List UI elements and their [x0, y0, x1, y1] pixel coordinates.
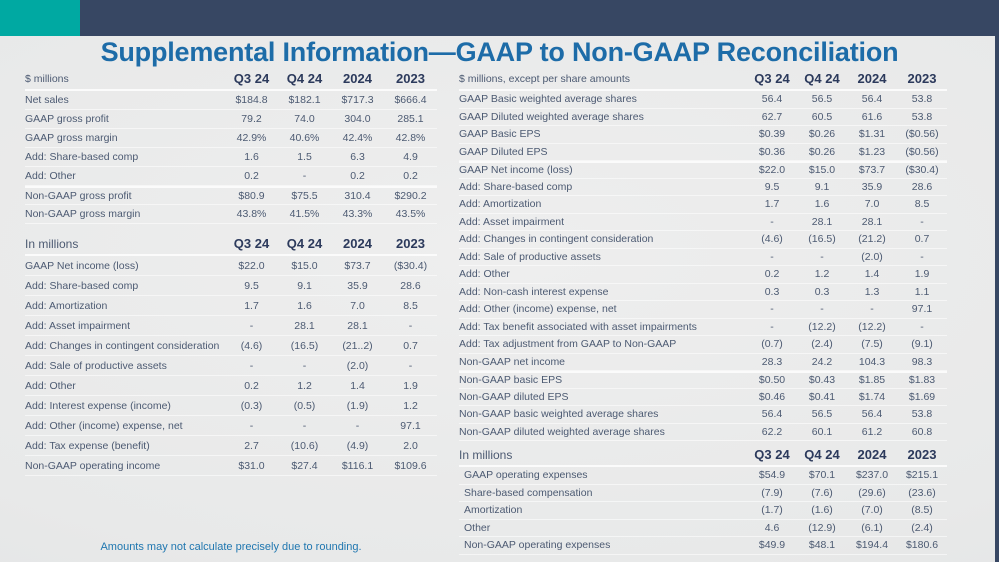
row-value: 61.6: [861, 110, 883, 123]
row-value: -: [249, 359, 254, 372]
row-value: 60.1: [811, 425, 833, 438]
row-value: (0.7): [761, 338, 783, 351]
gross-profit-table: [25, 68, 437, 224]
table-body: [459, 467, 947, 555]
row-value: ($30.4): [393, 259, 428, 272]
unit-label: $ millions: [25, 72, 69, 85]
table-row: [459, 502, 947, 520]
row-value: 97.1: [400, 419, 421, 432]
row-value: 60.8: [911, 425, 933, 438]
column-header: 2024: [343, 71, 372, 86]
row-value: (12.9): [808, 521, 836, 534]
table-row: [25, 436, 437, 456]
row-value: $73.7: [344, 259, 371, 272]
row-value: -: [302, 359, 307, 372]
row-value: -: [302, 419, 307, 432]
row-value: ($0.56): [905, 128, 939, 141]
column-header: Q3 24: [754, 71, 790, 86]
row-value: $1.85: [858, 374, 886, 387]
row-value: 1.5: [297, 151, 312, 163]
column-header: Q3 24: [233, 236, 270, 251]
table-row: [25, 256, 437, 276]
row-value: (0.5): [293, 399, 316, 412]
row-label: Add: Sale of productive assets: [459, 250, 601, 263]
row-value: $290.2: [394, 190, 427, 202]
row-value: 35.9: [861, 180, 883, 193]
row-value: -: [408, 319, 413, 332]
row-value: -: [770, 215, 774, 228]
table-row: [25, 205, 437, 224]
row-value: (2.4): [911, 521, 933, 534]
row-value: (0.3): [240, 399, 263, 412]
row-value: (7.6): [811, 486, 833, 499]
row-value: -: [920, 215, 924, 228]
row-value: (4.6): [761, 233, 783, 246]
row-value: -: [820, 250, 824, 263]
row-value: $1.83: [908, 374, 936, 387]
row-value: 28.1: [347, 319, 368, 332]
row-label: GAAP Net income (loss): [25, 259, 139, 272]
row-value: (7.0): [861, 504, 883, 517]
row-value: (21..2): [342, 339, 373, 352]
row-value: $73.7: [858, 164, 886, 177]
row-value: 9.1: [814, 180, 830, 193]
row-value: (9.1): [911, 338, 933, 351]
row-value: -: [820, 303, 824, 316]
row-label: Other: [464, 521, 491, 534]
row-value: $48.1: [808, 539, 836, 552]
row-value: 74.0: [294, 113, 315, 125]
row-label: Add: Share-based comp: [459, 180, 573, 193]
row-value: -: [870, 303, 874, 316]
row-value: $215.1: [905, 469, 939, 482]
row-value: (2.4): [811, 338, 833, 351]
unit-label: In millions: [25, 236, 79, 251]
row-value: 62.7: [761, 110, 783, 123]
table-row: [459, 266, 947, 284]
table-row: [25, 396, 437, 416]
row-label: GAAP operating expenses: [464, 469, 588, 482]
row-value: 24.2: [811, 355, 833, 368]
row-label: Non-GAAP gross profit: [25, 190, 132, 202]
row-label: Add: Tax expense (benefit): [25, 439, 150, 452]
row-value: $1.74: [858, 390, 886, 403]
row-label: GAAP Diluted EPS: [459, 145, 548, 158]
row-label: Add: Changes in contingent consideration: [25, 339, 220, 352]
row-value: 60.5: [811, 110, 833, 123]
row-value: 1.1: [914, 285, 930, 298]
row-value: -: [770, 303, 774, 316]
row-value: $0.50: [758, 374, 786, 387]
row-label: Net sales: [25, 94, 69, 106]
row-value: 0.7: [403, 339, 418, 352]
row-value: $0.43: [808, 374, 836, 387]
row-value: (1.9): [346, 399, 369, 412]
row-value: 1.4: [864, 268, 880, 281]
table-row: [25, 167, 437, 186]
table-row: [459, 485, 947, 503]
left-column: [25, 68, 437, 555]
row-label: Non-GAAP basic EPS: [459, 374, 563, 387]
column-header: 2024: [857, 447, 887, 462]
table-row: [459, 336, 947, 354]
eps-reconciliation-table: [459, 68, 947, 441]
row-value: $237.0: [855, 469, 889, 482]
row-value: 35.9: [347, 279, 368, 292]
row-label: Add: Other (income) expense, net: [25, 419, 183, 432]
row-label: Add: Amortization: [459, 198, 542, 211]
row-value: -: [920, 250, 924, 263]
row-label: Non-GAAP diluted EPS: [459, 390, 569, 403]
row-value: 1.2: [297, 379, 312, 392]
row-value: -: [920, 320, 924, 333]
table-row: [459, 214, 947, 232]
row-value: (16.5): [808, 233, 836, 246]
unit-label: $ millions, except per share amounts: [459, 72, 630, 85]
row-label: Non-GAAP net income: [459, 355, 566, 368]
row-label: GAAP Net income (loss): [459, 164, 573, 177]
table-row: [459, 126, 947, 144]
row-value: 53.8: [911, 93, 933, 106]
row-value: (4.9): [346, 439, 369, 452]
row-value: (2.0): [346, 359, 369, 372]
row-label: Add: Share-based comp: [25, 151, 139, 163]
row-value: 1.7: [244, 299, 259, 312]
row-value: 1.2: [403, 399, 418, 412]
table-row: [459, 406, 947, 424]
row-value: -: [770, 250, 774, 263]
row-value: 61.2: [861, 425, 883, 438]
column-header: 2024: [857, 71, 887, 86]
row-value: (23.6): [908, 486, 936, 499]
table-row: [25, 316, 437, 336]
row-label: GAAP Basic EPS: [459, 128, 541, 141]
row-value: 4.6: [764, 521, 780, 534]
row-value: 56.5: [811, 93, 833, 106]
row-value: $1.69: [908, 390, 936, 403]
row-value: $49.9: [758, 539, 786, 552]
row-value: -: [355, 419, 360, 432]
row-label: Add: Changes in contingent consideration: [459, 233, 654, 246]
row-label: Add: Interest expense (income): [25, 399, 171, 412]
row-value: 0.3: [764, 285, 780, 298]
right-edge-strip: [995, 0, 999, 562]
table-row: [25, 129, 437, 148]
row-value: $180.6: [905, 539, 939, 552]
row-label: Non-GAAP basic weighted average shares: [459, 408, 659, 421]
table-row: [459, 371, 947, 389]
row-value: 28.6: [400, 279, 421, 292]
table-row: [25, 91, 437, 110]
right-column: [459, 68, 947, 555]
unit-label: In millions: [459, 447, 513, 462]
table-header: [459, 444, 947, 467]
row-value: $27.4: [291, 459, 318, 472]
row-value: (1.6): [811, 504, 833, 517]
row-value: 97.1: [911, 303, 933, 316]
row-value: 1.9: [914, 268, 930, 281]
row-value: 79.2: [241, 113, 262, 125]
top-bar: [0, 0, 999, 36]
row-value: 1.6: [814, 198, 830, 211]
table-row: [459, 389, 947, 407]
row-label: GAAP Basic weighted average shares: [459, 93, 637, 106]
row-value: 43.5%: [395, 208, 426, 220]
row-label: Non-GAAP gross margin: [25, 208, 141, 220]
column-header: 2024: [343, 236, 372, 251]
row-label: Non-GAAP diluted weighted average shares: [459, 425, 665, 438]
row-value: 285.1: [397, 113, 424, 125]
row-value: (8.5): [911, 504, 933, 517]
row-value: 0.3: [814, 285, 830, 298]
table-row: [25, 356, 437, 376]
row-label: Add: Other: [25, 170, 76, 182]
table-row: [25, 416, 437, 436]
table-row: [25, 110, 437, 129]
row-value: (6.1): [861, 521, 883, 534]
row-value: 8.5: [914, 198, 930, 211]
row-value: ($0.56): [905, 145, 939, 158]
row-value: 104.3: [858, 355, 886, 368]
table-row: [25, 376, 437, 396]
row-value: 28.6: [911, 180, 933, 193]
row-value: 28.1: [294, 319, 315, 332]
table-body: [25, 256, 437, 476]
row-value: $80.9: [238, 190, 265, 202]
row-value: $54.9: [758, 469, 786, 482]
row-value: $666.4: [394, 94, 427, 106]
row-value: (29.6): [858, 486, 886, 499]
row-value: 7.0: [864, 198, 880, 211]
row-value: (2.0): [861, 250, 883, 263]
row-value: $0.26: [808, 145, 836, 158]
table-row: [25, 148, 437, 167]
row-value: 1.2: [814, 268, 830, 281]
operating-expenses-table: [459, 444, 947, 555]
row-label: Share-based compensation: [464, 486, 593, 499]
rounding-footnote: Amounts may not calculate precisely due to rounding.: [100, 541, 362, 553]
row-value: $182.1: [288, 94, 321, 106]
row-value: 56.4: [761, 93, 783, 106]
row-value: $75.5: [291, 190, 318, 202]
row-value: $0.26: [808, 128, 836, 141]
row-value: 56.4: [861, 408, 883, 421]
table-row: [459, 301, 947, 319]
row-value: 40.6%: [289, 132, 320, 144]
table-row: [459, 284, 947, 302]
row-value: 53.8: [911, 408, 933, 421]
row-value: 0.2: [244, 170, 259, 182]
row-value: 56.4: [761, 408, 783, 421]
table-header: [25, 68, 437, 91]
row-label: Add: Other: [25, 379, 76, 392]
row-value: 53.8: [911, 110, 933, 123]
column-header: Q4 24: [286, 71, 323, 86]
column-header: Q4 24: [804, 71, 840, 86]
row-value: 9.5: [244, 279, 259, 292]
row-value: $0.41: [808, 390, 836, 403]
row-value: -: [408, 359, 413, 372]
row-label: GAAP gross profit: [25, 113, 109, 125]
row-label: Add: Asset impairment: [25, 319, 131, 332]
row-value: (4.6): [240, 339, 263, 352]
row-value: (12.2): [858, 320, 886, 333]
row-value: 1.3: [864, 285, 880, 298]
row-label: GAAP gross margin: [25, 132, 118, 144]
table-row: [25, 456, 437, 476]
row-value: $0.36: [758, 145, 786, 158]
page-title: Supplemental Information—GAAP to Non-GAAP Reconciliation: [100, 37, 899, 67]
row-value: $194.4: [855, 539, 889, 552]
row-value: $15.0: [291, 259, 318, 272]
row-value: (7.5): [861, 338, 883, 351]
row-label: Add: Amortization: [25, 299, 108, 312]
row-label: Add: Non-cash interest expense: [459, 285, 609, 298]
table-row: [25, 296, 437, 316]
row-value: (10.6): [290, 439, 319, 452]
row-label: Non-GAAP operating expenses: [464, 539, 611, 552]
column-header: 2023: [907, 447, 937, 462]
table-row: [459, 161, 947, 179]
table-row: [459, 467, 947, 485]
row-label: Add: Tax benefit associated with asset impairments: [459, 320, 697, 333]
row-value: 0.2: [244, 379, 259, 392]
operating-income-table: [25, 233, 437, 476]
row-label: Add: Asset impairment: [459, 215, 565, 228]
row-value: $70.1: [808, 469, 836, 482]
row-value: $717.3: [341, 94, 374, 106]
row-value: 0.7: [914, 233, 930, 246]
row-value: 43.8%: [236, 208, 267, 220]
column-header: Q4 24: [804, 447, 840, 462]
teal-accent-block: [0, 0, 80, 36]
row-value: 0.2: [403, 170, 418, 182]
row-value: 6.3: [350, 151, 365, 163]
table-header: [25, 233, 437, 256]
row-value: $0.39: [758, 128, 786, 141]
table-header: [459, 68, 947, 91]
row-value: $109.6: [394, 459, 427, 472]
row-value: $22.0: [238, 259, 265, 272]
row-value: 42.9%: [236, 132, 267, 144]
table-row: [25, 186, 437, 205]
row-value: (1.7): [761, 504, 783, 517]
row-value: 98.3: [911, 355, 933, 368]
row-value: 28.3: [761, 355, 783, 368]
table-row: [25, 276, 437, 296]
row-value: 28.1: [811, 215, 833, 228]
row-value: -: [302, 170, 307, 182]
row-value: $1.23: [858, 145, 886, 158]
row-value: 1.6: [297, 299, 312, 312]
table-row: [459, 196, 947, 214]
table-row: [459, 231, 947, 249]
row-value: (16.5): [290, 339, 319, 352]
table-row: [459, 91, 947, 109]
row-value: 1.7: [764, 198, 780, 211]
table-row: [25, 336, 437, 356]
row-value: (7.9): [761, 486, 783, 499]
row-label: Amortization: [464, 504, 523, 517]
row-value: 7.0: [350, 299, 365, 312]
column-header: 2023: [396, 236, 425, 251]
row-value: $1.31: [858, 128, 886, 141]
row-value: 42.4%: [342, 132, 373, 144]
column-header: Q4 24: [286, 236, 323, 251]
row-value: 1.9: [403, 379, 418, 392]
table-row: [459, 537, 947, 555]
row-value: 62.2: [761, 425, 783, 438]
row-value: 304.0: [344, 113, 371, 125]
column-header: 2023: [396, 71, 425, 86]
row-value: $184.8: [235, 94, 268, 106]
table-row: [459, 179, 947, 197]
column-header: Q3 24: [754, 447, 790, 462]
table-row: [459, 319, 947, 337]
row-label: Add: Other (income) expense, net: [459, 303, 617, 316]
row-value: $31.0: [238, 459, 265, 472]
table-row: [459, 144, 947, 162]
row-value: (21.2): [858, 233, 886, 246]
row-label: GAAP Diluted weighted average shares: [459, 110, 644, 123]
row-value: 41.5%: [289, 208, 320, 220]
row-value: 0.2: [764, 268, 780, 281]
row-value: $116.1: [341, 459, 374, 472]
row-value: -: [770, 320, 774, 333]
content-area: [25, 68, 947, 555]
row-value: -: [249, 319, 254, 332]
row-value: 1.6: [244, 151, 259, 163]
table-row: [459, 424, 947, 442]
table-row: [459, 354, 947, 372]
row-label: Add: Share-based comp: [25, 279, 139, 292]
row-value: 42.8%: [395, 132, 426, 144]
row-value: 4.9: [403, 151, 418, 163]
row-value: $22.0: [758, 164, 786, 177]
row-value: 2.7: [244, 439, 259, 452]
row-value: 9.5: [764, 180, 780, 193]
table-row: [459, 249, 947, 267]
row-value: 56.4: [861, 93, 883, 106]
row-value: -: [249, 419, 254, 432]
table-body: [459, 91, 947, 441]
row-value: (12.2): [808, 320, 836, 333]
row-label: Non-GAAP operating income: [25, 459, 161, 472]
row-value: 28.1: [861, 215, 883, 228]
row-value: $0.46: [758, 390, 786, 403]
row-value: 9.1: [297, 279, 312, 292]
table-body: [25, 91, 437, 224]
table-row: [459, 520, 947, 538]
row-label: Add: Tax adjustment from GAAP to Non-GAAP: [459, 338, 677, 351]
row-value: $15.0: [808, 164, 836, 177]
row-label: Add: Sale of productive assets: [25, 359, 167, 372]
row-value: 43.3%: [342, 208, 373, 220]
row-value: 2.0: [403, 439, 418, 452]
column-header: 2023: [907, 71, 937, 86]
row-value: 0.2: [350, 170, 365, 182]
column-header: Q3 24: [233, 71, 270, 86]
row-value: 56.5: [811, 408, 833, 421]
row-value: 1.4: [350, 379, 365, 392]
row-label: Add: Other: [459, 268, 510, 281]
table-row: [459, 109, 947, 127]
row-value: ($30.4): [905, 164, 939, 177]
row-value: 310.4: [344, 190, 371, 202]
row-value: 8.5: [403, 299, 418, 312]
